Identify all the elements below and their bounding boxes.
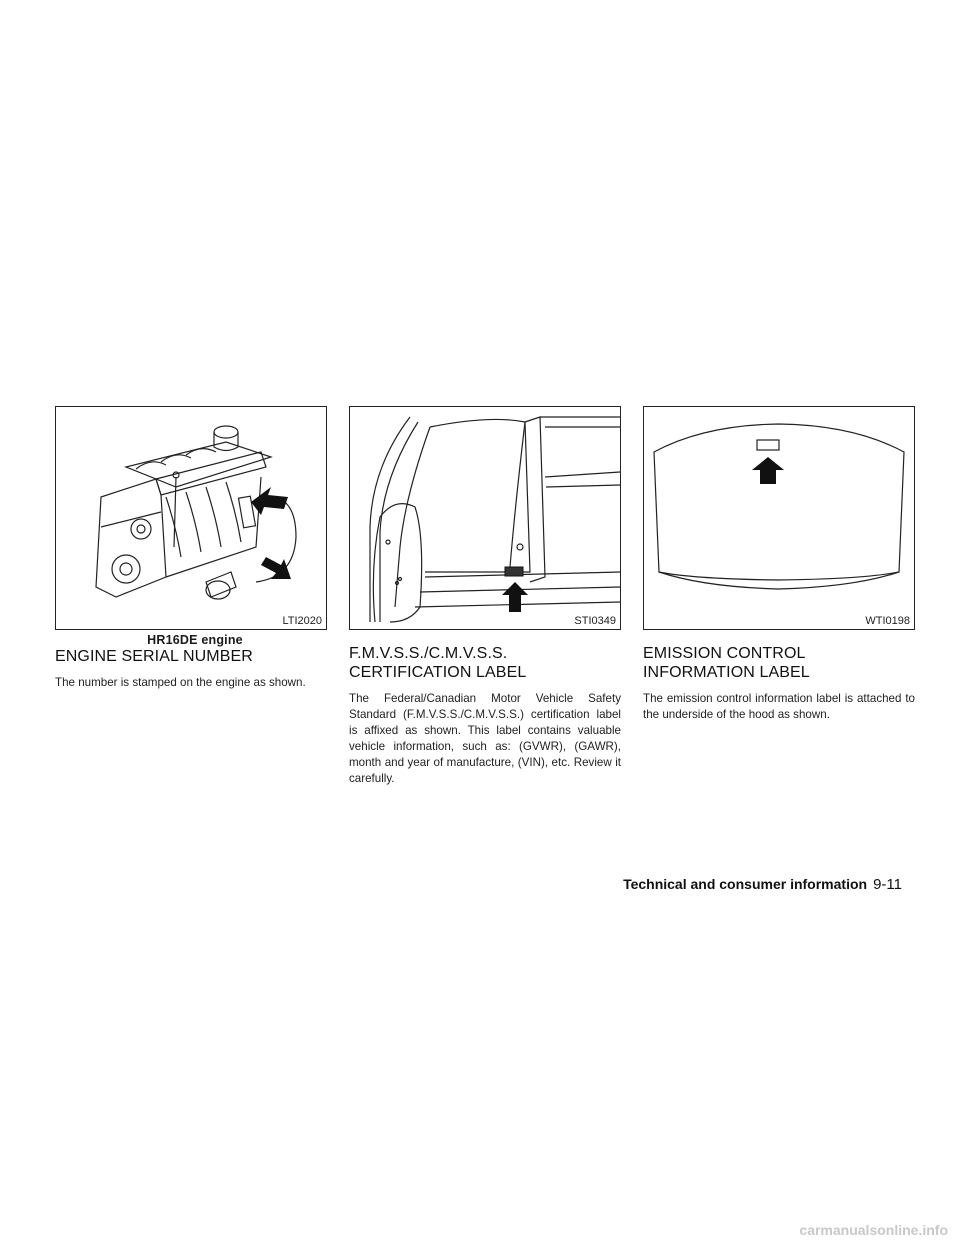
- section-heading: EMISSION CONTROL INFORMATION LABEL: [643, 645, 810, 681]
- figure-code: LTI2020: [282, 615, 322, 627]
- door-figure: [349, 406, 621, 630]
- door-jamb-illustration-icon: [350, 407, 620, 629]
- watermark: carmanualsonline.info: [799, 1222, 948, 1238]
- engine-illustration-icon: [56, 407, 326, 629]
- column-emission: [643, 406, 915, 723]
- section-body: The number is stamped on the engine as shown.: [55, 676, 306, 689]
- figure-code: STI0349: [574, 615, 616, 627]
- hood-figure: [643, 406, 915, 630]
- page-footer: [623, 876, 902, 893]
- column-engine: [55, 406, 327, 691]
- section-heading: F.M.V.S.S./C.M.V.S.S. CERTIFICATION LABEL: [349, 645, 527, 681]
- section-heading: ENGINE SERIAL NUMBER: [55, 648, 253, 665]
- page-number: 9-11: [873, 876, 902, 893]
- engine-figure: [55, 406, 327, 630]
- section-body: The emission control information label is attached to the underside of the hood as shown.: [643, 692, 915, 721]
- figure-code: WTI0198: [865, 615, 910, 627]
- hood-illustration-icon: [644, 407, 914, 629]
- footer-section-title: Technical and consumer information: [623, 876, 868, 892]
- section-body: The Federal/Canadian Motor Vehicle Safety Standard (F.M.V.S.S./C.M.V.S.S.) certification label is affixed as shown. This label contains valuable vehicle information, such as: (GVWR), (GAWR), month and year of manufacture, (VIN), etc. Review it carefully.: [349, 692, 621, 785]
- column-certification: [349, 406, 621, 787]
- figure-caption: HR16DE engine: [147, 633, 243, 647]
